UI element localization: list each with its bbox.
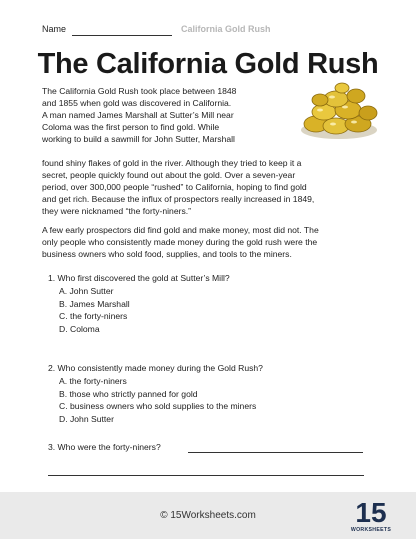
text-line: found shiny flakes of gold in the river. Although they tried to keep it a [42, 158, 302, 168]
text-line: A man named James Marshall at Sutter’s Mill near [42, 110, 234, 121]
page-title: The California Gold Rush [37, 48, 379, 80]
logo-word: WORKSHEETS [350, 527, 392, 533]
gold-nuggets-image [296, 80, 382, 142]
answer-option-d[interactable]: D. John Sutter [59, 414, 114, 425]
logo-number: 15 [355, 497, 387, 528]
text-line: A few early prospectors did find gold and make money, most did not. The [42, 225, 319, 235]
text-line: only people who consistently made money during the gold rush were the [42, 237, 318, 248]
name-field-line[interactable] [72, 35, 172, 36]
answer-option-a[interactable]: A. the forty-niners [59, 375, 127, 386]
answer-option-c[interactable]: C. business owners who sold supplies to the miners [59, 401, 257, 412]
text-line: secret, people quickly found out about the gold. Over a seven-year [42, 170, 296, 181]
text-line: and 1855 when gold was discovered in California. [42, 98, 232, 109]
text-line: Coloma was the first person to find gold. While [42, 122, 220, 133]
text-line: and get rich. Because the influx of prospectors really increased in 1849, [42, 194, 315, 205]
answer-line-2[interactable] [48, 475, 364, 476]
question-2 [48, 362, 263, 426]
question-prompt: 1. Who first discovered the gold at Sutter’s Mill? [48, 273, 230, 283]
copyright-text: © 15Worksheets.com [160, 510, 256, 521]
answer-option-b[interactable]: B. James Marshall [59, 298, 130, 309]
worksheet-topic-tag: California Gold Rush [181, 24, 271, 34]
text-line: working to build a sawmill for John Sutter, Marshall [42, 134, 235, 145]
answer-option-a[interactable]: A. John Sutter [59, 285, 114, 296]
answer-option-c[interactable]: C. the forty-niners [59, 311, 128, 322]
answer-option-b[interactable]: B. those who strictly panned for gold [59, 388, 198, 399]
question-prompt: 2. Who consistently made money during the Gold Rush? [48, 363, 263, 373]
text-line: period, over 300,000 people “rushed” to California, hoping to find gold [42, 182, 307, 193]
intro-paragraph-top [42, 85, 292, 145]
15worksheets-logo [348, 495, 394, 535]
answer-line-1[interactable] [188, 452, 363, 453]
question-1 [48, 272, 230, 336]
text-line: business owners who sold food, supplies, and tools to the miners. [42, 249, 292, 260]
text-line: The California Gold Rush took place between 1848 [42, 86, 237, 96]
text-line: they were nicknamed “the forty-niners.” [42, 206, 192, 217]
intro-paragraph-bottom [42, 157, 382, 217]
business-owners-paragraph [42, 224, 382, 260]
name-label: Name [42, 24, 67, 34]
question-3-prompt: 3. Who were the forty-niners? [48, 442, 161, 452]
answer-option-d[interactable]: D. Coloma [59, 324, 100, 335]
